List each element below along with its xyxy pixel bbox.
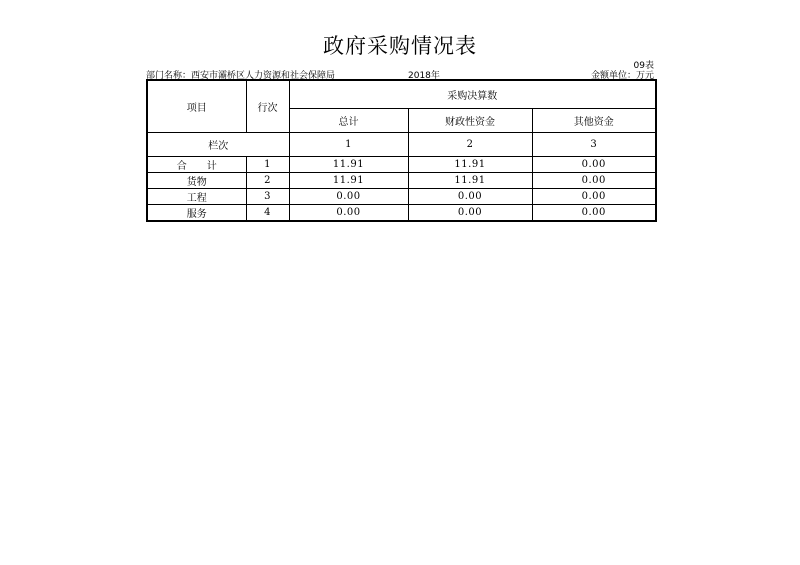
row-fiscal: 0.00: [408, 204, 532, 221]
row-other: 0.00: [532, 188, 656, 204]
row-fiscal: 11.91: [408, 172, 532, 188]
row-other: 0.00: [532, 172, 656, 188]
index-row: [147, 132, 656, 156]
row-total: 11.91: [289, 172, 408, 188]
table-row: [147, 188, 656, 204]
row-fiscal: 0.00: [408, 188, 532, 204]
row-no: 1: [246, 156, 289, 172]
procurement-table: [146, 79, 657, 222]
page-title: 政府采购情况表: [323, 34, 477, 58]
row-name: 货物: [147, 172, 246, 188]
table-row: [147, 156, 656, 172]
row-name: 工程: [147, 188, 246, 204]
header-fiscal: 财政性资金: [408, 108, 532, 132]
header-group: 采购决算数: [289, 80, 656, 108]
row-other: 0.00: [532, 156, 656, 172]
index-label: 栏次: [147, 132, 289, 156]
row-total: 11.91: [289, 156, 408, 172]
row-no: 4: [246, 204, 289, 221]
index-col-1: 1: [289, 132, 408, 156]
row-no: 2: [246, 172, 289, 188]
index-col-2: 2: [408, 132, 532, 156]
table-code: 09表: [633, 61, 654, 71]
department-label: 部门名称：西安市灞桥区人力资源和社会保障局: [146, 71, 336, 81]
row-fiscal: 11.91: [408, 156, 532, 172]
row-no: 3: [246, 188, 289, 204]
year-label: 2018年: [408, 71, 440, 81]
index-col-3: 3: [532, 132, 656, 156]
header-total: 总计: [289, 108, 408, 132]
table-row: [147, 172, 656, 188]
row-total: 0.00: [289, 204, 408, 221]
row-name: 合 计: [147, 156, 246, 172]
unit-label: 金额单位：万元: [590, 71, 654, 81]
table-row: [147, 204, 656, 221]
row-total: 0.00: [289, 188, 408, 204]
row-name: 服务: [147, 204, 246, 221]
header-item: 项目: [147, 80, 246, 132]
row-other: 0.00: [532, 204, 656, 221]
header-other: 其他资金: [532, 108, 656, 132]
header-row-no: 行次: [246, 80, 289, 132]
